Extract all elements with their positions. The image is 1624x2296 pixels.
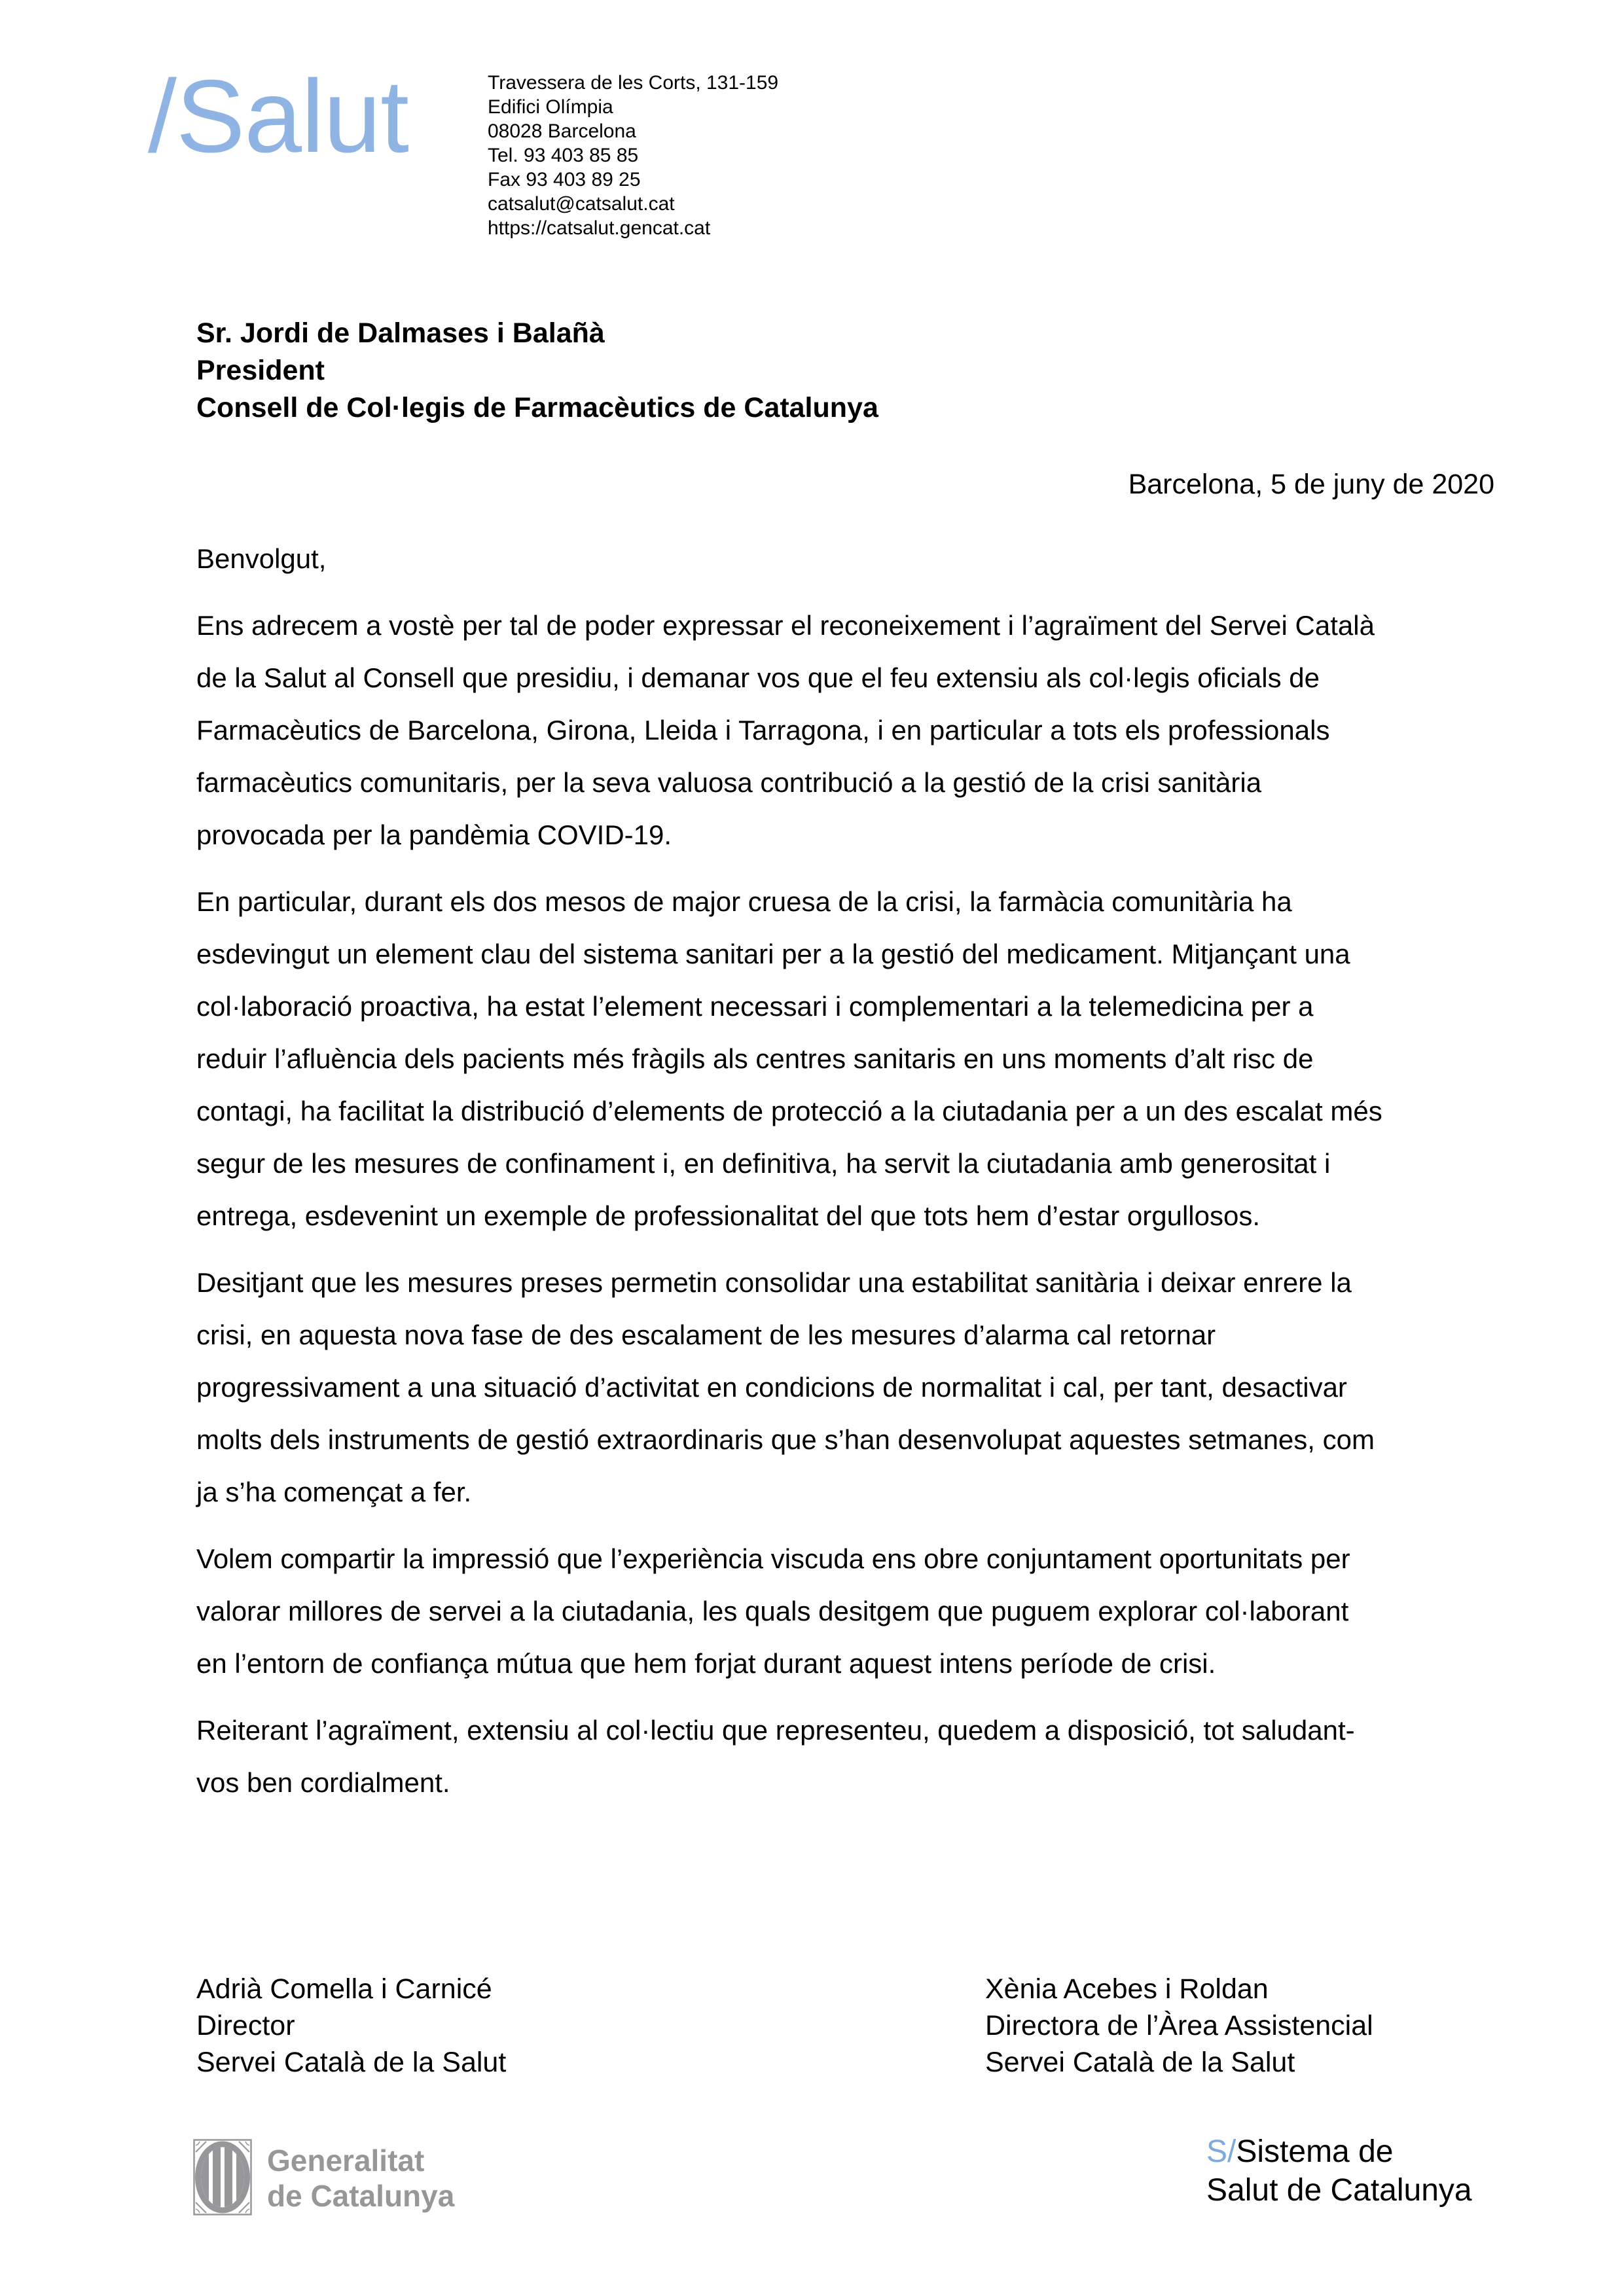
paragraph-line: entrega, esdevenint un exemple de professionalitat del que tots hem d’estar orgullosos. [196, 1200, 1260, 1231]
recipient-block [196, 315, 878, 427]
paragraph [196, 876, 1502, 1242]
paragraph-line: ja s’ha començat a fer. [196, 1477, 472, 1507]
paragraphs-container [196, 600, 1502, 1809]
paragraph-line: contagi, ha facilitat la distribució d’elements de protecció a la ciutadania per a un des escalat més [196, 1096, 1382, 1126]
sistema-line1-text: Sistema de [1236, 2134, 1394, 2169]
sistema-prefix: S/ [1206, 2134, 1236, 2169]
paragraph-line: progressivament a una situació d’activitat en condicions de normalitat i cal, per tant, desactivar [196, 1372, 1347, 1403]
text-line: Generalitat [267, 2144, 425, 2178]
letter-body [196, 533, 1502, 1823]
paragraph-line: crisi, en aquesta nova fase de des escalament de les mesures d’alarma cal retornar [196, 1319, 1216, 1350]
text-line: President [196, 355, 325, 386]
salutation: Benvolgut, [196, 543, 327, 574]
paragraph-line: provocada per la pandèmia COVID-19. [196, 819, 672, 850]
signature-right [985, 1971, 1373, 2081]
text-line: https://catsalut.gencat.cat [488, 217, 711, 239]
sender-address [488, 71, 778, 240]
text-line: Sr. Jordi de Dalmases i Balañà [196, 317, 605, 349]
text-line: Tel. 93 403 85 85 [488, 145, 639, 166]
paragraph [196, 1257, 1502, 1518]
paragraph-line: valorar millores de servei a la ciutadania, les quals desitgem que puguem explorar col·laborant [196, 1596, 1349, 1626]
text-line: catsalut@catsalut.cat [488, 193, 675, 215]
paragraph [196, 1533, 1502, 1690]
text-line: Fax 93 403 89 25 [488, 169, 641, 190]
text-line: 08028 Barcelona [488, 120, 636, 142]
text-line: Directora de l’Àrea Assistencial [985, 2010, 1373, 2041]
paragraph [196, 600, 1502, 861]
paragraph-line: segur de les mesures de confinament i, en definitiva, ha servit la ciutadania amb generositat i [196, 1148, 1331, 1179]
text-line: Servei Català de la Salut [196, 2047, 507, 2078]
text-line: Travessera de les Corts, 131-159 [488, 72, 779, 94]
text-line: Xènia Acebes i Roldan [985, 1973, 1269, 2005]
paragraph-line: vos ben cordialment. [196, 1767, 450, 1798]
paragraph-line: Farmacèutics de Barcelona, Girona, Lleida i Tarragona, i en particular a tots els professionals [196, 715, 1330, 745]
paragraph [196, 1704, 1502, 1809]
text-line: de Catalunya [267, 2179, 455, 2213]
salut-logo: /Salut [148, 59, 409, 174]
paragraph-line: col·laboració proactiva, ha estat l’element necessari i complementari a la telemedicina per a [196, 991, 1314, 1022]
paragraph-line: reduir l’afluència dels pacients més fràgils als centres sanitaris en uns moments d’alt risc de [196, 1043, 1314, 1074]
paragraph-line: Reiterant l’agraïment, extensiu al col·lectiu que representeu, quedem a disposició, tot saludant- [196, 1715, 1355, 1746]
text-line: Adrià Comella i Carnicé [196, 1973, 492, 2005]
generalitat-shield-icon [193, 2139, 252, 2215]
text-line: Servei Català de la Salut [985, 2047, 1295, 2078]
signature-left [196, 1971, 506, 2081]
paragraph-line: Ens adrecem a vostè per tal de poder expressar el reconeixement i l’agraïment del Servei Català [196, 610, 1375, 641]
text-line: Director [196, 2010, 295, 2041]
paragraph-line: de la Salut al Consell que presidiu, i demanar vos que el feu extensiu als col·legis oficials de [196, 662, 1320, 693]
paragraph-line: molts dels instruments de gestió extraordinaris que s’han desenvolupat aquestes setmanes, com [196, 1424, 1375, 1455]
paragraph-line: Volem compartir la impressió que l’experiència viscuda ens obre conjuntament oportunitats per [196, 1543, 1350, 1574]
sistema-line2: Salut de Catalunya [1206, 2173, 1472, 2208]
date-line: Barcelona, 5 de juny de 2020 [1128, 469, 1494, 500]
text-line: Consell de Col·legis de Farmacèutics de Catalunya [196, 392, 878, 423]
paragraph-line: En particular, durant els dos mesos de major cruesa de la crisi, la farmàcia comunitària ha [196, 886, 1292, 917]
sistema-salut-logo [1206, 2132, 1472, 2210]
paragraph-line: Desitjant que les mesures preses permetin consolidar una estabilitat sanitària i deixar enrere la [196, 1267, 1352, 1298]
text-line: Edifici Olímpia [488, 96, 613, 118]
sistema-line1 [1206, 2132, 1472, 2171]
paragraph-line: farmacèutics comunitaris, per la seva valuosa contribució a la gestió de la crisi sanitària [196, 767, 1262, 798]
paragraph-line: en l’entorn de confiança mútua que hem forjat durant aquest intens període de crisi. [196, 1648, 1216, 1679]
paragraph-line: esdevingut un element clau del sistema sanitari per a la gestió del medicament. Mitjançant una [196, 939, 1350, 969]
generalitat-wordmark [267, 2143, 454, 2214]
